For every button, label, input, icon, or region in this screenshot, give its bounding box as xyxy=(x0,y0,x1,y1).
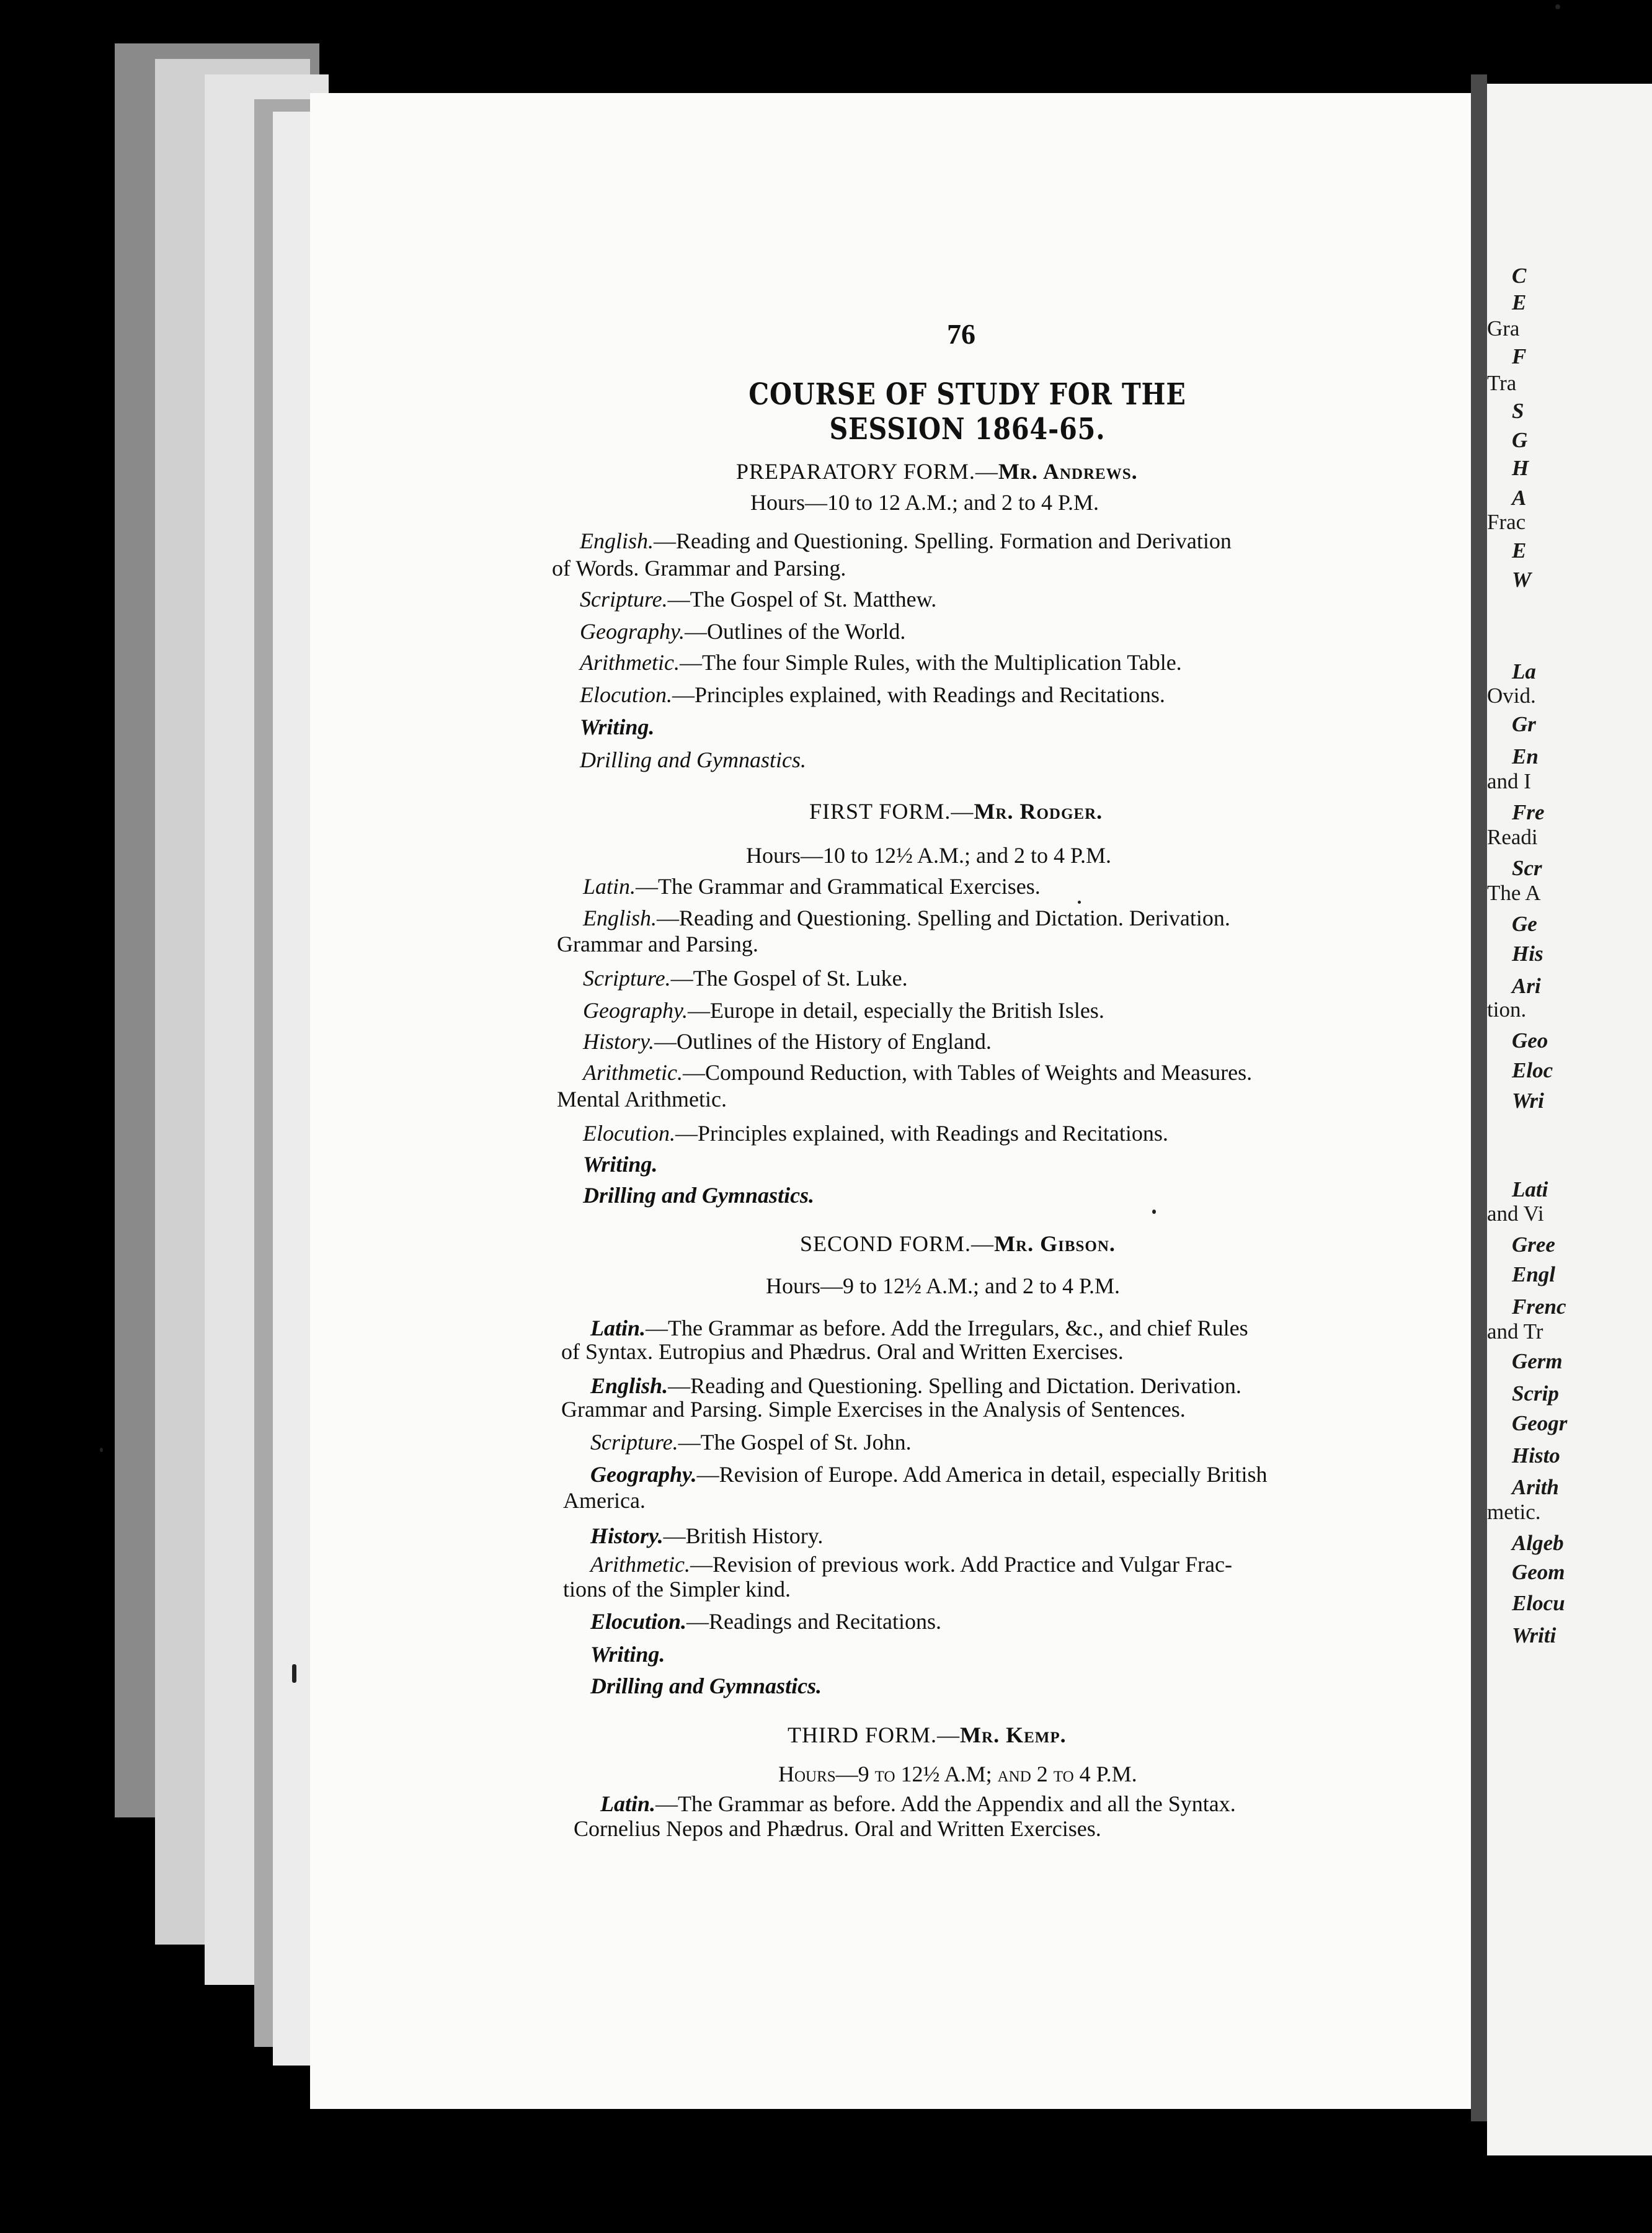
facing-page-fragment: Engl xyxy=(1512,1262,1556,1286)
subject-geography: Geography.—Revision of Europe. Add America in detail, especially British xyxy=(590,1462,1268,1487)
teacher-name: Mr. Kemp. xyxy=(960,1723,1067,1747)
facing-page-fragment: tion. xyxy=(1487,997,1527,1022)
facing-page-fragment: metic. xyxy=(1487,1500,1541,1524)
section-heading-third: THIRD FORM.—Mr. Kemp. xyxy=(788,1723,1067,1747)
facing-page-fragment: His xyxy=(1512,942,1543,966)
section-heading-preparatory: PREPARATORY FORM.—Mr. Andrews. xyxy=(736,459,1138,484)
subject-writing: Writing. xyxy=(590,1642,665,1667)
page-title: COURSE OF STUDY FOR THE SESSION 1864-65. xyxy=(748,377,1186,447)
subject-geography-cont: America. xyxy=(563,1488,646,1513)
scan-speck xyxy=(1152,1210,1156,1214)
facing-page-fragment: Ari xyxy=(1512,974,1541,998)
subject-elocution: Elocution.—Readings and Recitations. xyxy=(590,1609,941,1634)
page-number: 76 xyxy=(947,318,975,350)
subject-english: English.—Reading and Questioning. Spelling and Dictation. Derivation. xyxy=(583,906,1230,930)
facing-page-fragment: Geogr xyxy=(1512,1411,1568,1435)
subject-latin-cont: Cornelius Nepos and Phædrus. Oral and Written Exercises. xyxy=(574,1816,1101,1841)
facing-page-fragment: Ovid. xyxy=(1487,684,1536,708)
facing-page-fragment: Eloc xyxy=(1512,1058,1553,1082)
facing-page-fragment: Frenc xyxy=(1512,1295,1566,1319)
subject-drilling: Drilling and Gymnastics. xyxy=(590,1674,822,1698)
facing-page-fragment: Scrip xyxy=(1512,1381,1559,1406)
subject-latin: Latin.—The Grammar and Grammatical Exercises. xyxy=(583,874,1041,899)
subject-arithmetic-cont: tions of the Simpler kind. xyxy=(563,1577,791,1602)
subject-drilling: Drilling and Gymnastics. xyxy=(580,747,806,772)
facing-page-fragment: Gree xyxy=(1512,1232,1555,1257)
book-gutter xyxy=(1471,74,1487,2121)
facing-page-fragment: Fre xyxy=(1512,800,1545,824)
facing-page-fragment: E xyxy=(1512,538,1527,563)
scan-speck xyxy=(1078,901,1081,904)
facing-page-fragment: The A xyxy=(1487,881,1541,905)
teacher-name: Mr. Andrews. xyxy=(998,459,1138,484)
facing-page-fragment: Geom xyxy=(1512,1560,1565,1584)
subject-latin-cont: of Syntax. Eutropius and Phædrus. Oral and Written Exercises. xyxy=(561,1339,1124,1364)
teacher-name: Mr. Rodger. xyxy=(974,799,1103,824)
subject-writing: Writing. xyxy=(580,715,655,739)
teacher-name: Mr. Gibson. xyxy=(994,1231,1116,1256)
subject-latin: Latin.—The Grammar as before. Add the Irregulars, &c., and chief Rules xyxy=(590,1316,1248,1340)
subject-geography: Geography.—Europe in detail, especially the British Isles. xyxy=(583,998,1104,1023)
subject-scripture: Scripture.—The Gospel of St. John. xyxy=(590,1430,912,1455)
facing-page-fragment: A xyxy=(1512,486,1527,510)
subject-arithmetic: Arithmetic.—The four Simple Rules, with the Multiplication Table. xyxy=(580,650,1182,675)
facing-page-fragment: Readi xyxy=(1487,825,1538,849)
subject-elocution: Elocution.—Principles explained, with Readings and Recitations. xyxy=(583,1121,1168,1146)
scan-speck xyxy=(292,1664,296,1683)
subject-english-cont: of Words. Grammar and Parsing. xyxy=(552,556,846,581)
facing-page-fragment: Algeb xyxy=(1512,1531,1564,1555)
subject-scripture: Scripture.—The Gospel of St. Luke. xyxy=(583,966,908,991)
hours-second: Hours—9 to 12½ A.M.; and 2 to 4 P.M. xyxy=(766,1273,1121,1298)
subject-arithmetic: Arithmetic.—Revision of previous work. Add Practice and Vulgar Frac- xyxy=(590,1552,1232,1577)
subject-arithmetic: Arithmetic.—Compound Reduction, with Tables of Weights and Measures. xyxy=(583,1060,1253,1085)
facing-page-fragment: and Tr xyxy=(1487,1319,1543,1344)
facing-page-fragment: Scr xyxy=(1512,856,1542,880)
facing-page-fragment: G xyxy=(1512,428,1528,452)
subject-geography: Geography.—Outlines of the World. xyxy=(580,619,906,644)
subject-drilling: Drilling and Gymnastics. xyxy=(583,1183,815,1208)
facing-page-fragment: Lati xyxy=(1512,1177,1548,1201)
facing-page-fragment: and I xyxy=(1487,769,1531,793)
subject-english: English.—Reading and Questioning. Spelling. Formation and Derivation xyxy=(580,528,1232,553)
subject-scripture: Scripture.—The Gospel of St. Matthew. xyxy=(580,587,937,612)
facing-page-fragment: En xyxy=(1512,744,1539,769)
scan-speck xyxy=(1555,4,1560,9)
facing-page-fragment: Histo xyxy=(1512,1443,1560,1468)
scan-speck xyxy=(100,1448,103,1452)
facing-page-fragment: E xyxy=(1512,290,1527,314)
hours-preparatory: Hours—10 to 12 A.M.; and 2 to 4 P.M. xyxy=(750,490,1099,515)
facing-page xyxy=(1487,84,1652,2155)
subject-latin: Latin.—The Grammar as before. Add the Appendix and all the Syntax. xyxy=(600,1791,1236,1816)
section-heading-second: SECOND FORM.—Mr. Gibson. xyxy=(800,1231,1116,1256)
facing-page-fragment: F xyxy=(1512,344,1527,368)
facing-page-fragment: Arith xyxy=(1512,1475,1559,1499)
subject-arithmetic-cont: Mental Arithmetic. xyxy=(557,1087,727,1112)
subject-writing: Writing. xyxy=(583,1152,658,1177)
facing-page-fragment: Tra xyxy=(1487,371,1517,395)
hours-third: Hours—9 to 12½ A.M; and 2 to 4 P.M. xyxy=(778,1762,1137,1786)
hours-first: Hours—10 to 12½ A.M.; and 2 to 4 P.M. xyxy=(746,843,1112,868)
facing-page-fragment: H xyxy=(1512,456,1529,480)
facing-page-fragment: C xyxy=(1512,264,1527,288)
subject-english: English.—Reading and Questioning. Spelling and Dictation. Derivation. xyxy=(590,1373,1241,1398)
subject-english-cont: Grammar and Parsing. Simple Exercises in the Analysis of Sentences. xyxy=(561,1397,1186,1422)
facing-page-fragment: Writi xyxy=(1512,1623,1557,1647)
facing-page-fragment: Gra xyxy=(1487,316,1520,341)
subject-elocution: Elocution.—Principles explained, with Readings and Recitations. xyxy=(580,682,1165,707)
facing-page-fragment: Gr xyxy=(1512,712,1536,736)
facing-page-fragment: Germ xyxy=(1512,1349,1563,1373)
subject-english-cont: Grammar and Parsing. xyxy=(557,932,758,956)
facing-page-fragment: and Vi xyxy=(1487,1201,1544,1226)
facing-page-fragment: W xyxy=(1512,568,1532,592)
facing-page-fragment: Ge xyxy=(1512,912,1537,936)
section-heading-first: FIRST FORM.—Mr. Rodger. xyxy=(809,799,1103,824)
facing-page-fragment: La xyxy=(1512,659,1536,684)
facing-page-fragment: Frac xyxy=(1487,510,1526,534)
subject-history: History.—Outlines of the History of England. xyxy=(583,1029,992,1054)
facing-page-fragment: S xyxy=(1512,399,1524,423)
facing-page-fragment: Geo xyxy=(1512,1028,1548,1053)
facing-page-fragment: Wri xyxy=(1512,1089,1544,1113)
subject-history: History.—British History. xyxy=(590,1523,824,1548)
facing-page-fragment: Elocu xyxy=(1512,1591,1565,1615)
